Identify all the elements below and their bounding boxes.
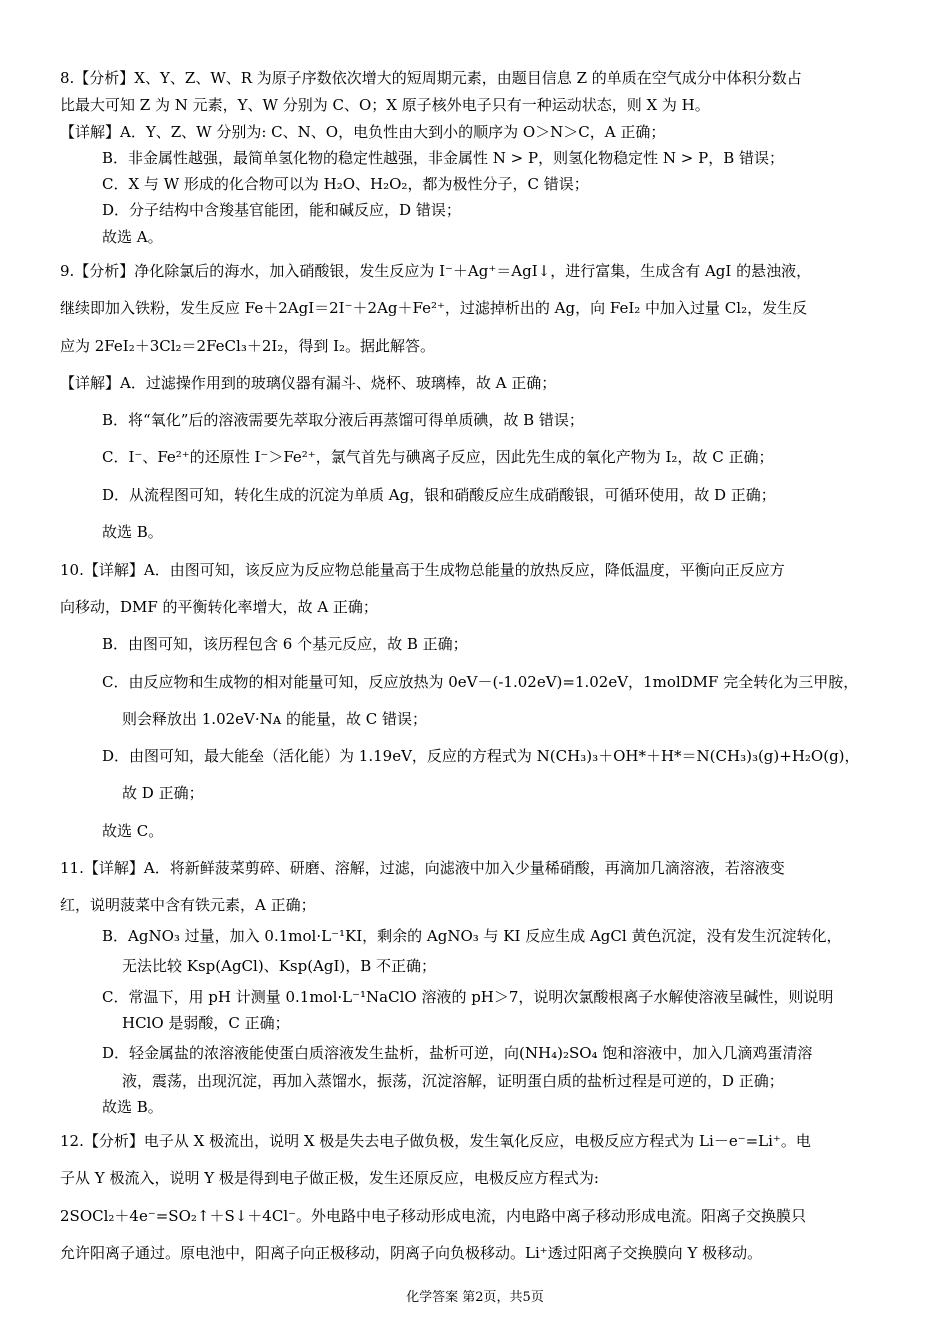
q10-detail-b: B．由图可知，该历程包含 6 个基元反应，故 B 正确； xyxy=(102,635,468,653)
q11-detail-b-line-1: B．AgNO₃ 过量，加入 0.1mol·L⁻¹KI，剩余的 AgNO₃ 与 KI 反应生成 AgCl 黄色沉淀，没有发生沉淀转化， xyxy=(102,927,842,945)
q9-detail-b: B．将“氧化”后的溶液需要先萃取分液后再蒸馏可得单质碘，故 B 错误； xyxy=(102,411,584,429)
q11-detail-d-line-1: D．轻金属盐的浓溶液能使蛋白质溶液发生盐析，盐析可逆，向(NH₄)₂SO₄ 饱和溶液中，加入几滴鸡蛋清溶 xyxy=(102,1044,813,1062)
q10-detail-a-line-1: 10.【详解】A．由图可知，该反应为反应物总能量高于生成物总能量的放热反应，降低温度，平衡向正反应方 xyxy=(60,561,785,579)
q11-detail-c-line-1: C．常温下，用 pH 计测量 0.1mol·L⁻¹NaClO 溶液的 pH＞7，说明次氯酸根离子水解使溶液呈碱性，则说明 xyxy=(102,988,834,1006)
q8-detail-d: D．分子结构中含羧基官能团，能和碱反应，D 错误； xyxy=(102,201,461,219)
q11-detail-a-line-2: 红，说明菠菜中含有铁元素，A 正确； xyxy=(60,896,316,914)
q10-detail-d-line-1: D．由图可知，最大能垒（活化能）为 1.19eV，反应的方程式为 N(CH₃)₃＋OH*＋H*＝N(CH₃)₃(g)+H₂O(g)， xyxy=(102,747,860,765)
q10-answer: 故选 C。 xyxy=(102,822,164,840)
q8-analysis-line-1: 8.【分析】X、Y、Z、W、R 为原子序数依次增大的短周期元素，由题目信息 Z 的单质在空气成分中体积分数占 xyxy=(60,69,802,87)
q9-detail-c: C．I⁻、Fe²⁺的还原性 I⁻＞Fe²⁺，氯气首先与碘离子反应，因此先生成的氧化产物为 I₂，故 C 正确； xyxy=(102,448,774,466)
q8-detail-b: B．非金属性越强，最简单氢化物的稳定性越强，非金属性 N > P，则氢化物稳定性 N > P，B 错误； xyxy=(102,149,784,167)
q11-detail-d-line-2: 液，震荡，出现沉淀，再加入蒸馏水，振荡，沉淀溶解，证明蛋白质的盐析过程是可逆的，D 正确； xyxy=(122,1072,784,1090)
q9-detail-a: 【详解】A．过滤操作用到的玻璃仪器有漏斗、烧杯、玻璃棒，故 A 正确； xyxy=(60,374,557,392)
q12-analysis-line-1: 12.【分析】电子从 X 极流出，说明 X 极是失去电子做负极，发生氧化反应，电极反应方程式为 Li－e⁻=Li⁺。电 xyxy=(60,1132,811,1150)
q10-detail-c-line-2: 则会释放出 1.02eV·Nᴀ 的能量，故 C 错误； xyxy=(122,710,428,728)
q10-detail-a-line-2: 向移动，DMF 的平衡转化率增大，故 A 正确； xyxy=(60,598,378,616)
q10-detail-c-line-1: C．由反应物和生成物的相对能量可知，反应放热为 0eV－(-1.02eV)=1.02eV，1molDMF 完全转化为三甲胺， xyxy=(102,673,859,691)
q11-detail-b-line-2: 无法比较 Ksp(AgCl)、Ksp(AgI)，B 不正确； xyxy=(122,957,437,975)
q12-analysis-line-2: 子从 Y 极流入，说明 Y 极是得到电子做正极，发生还原反应，电极反应方程式为: xyxy=(60,1169,599,1187)
q10-detail-d-line-2: 故 D 正确； xyxy=(122,784,204,802)
q8-analysis-line-2: 比最大可知 Z 为 N 元素，Y、W 分别为 C、O；X 原子核外电子只有一种运动状态，则 X 为 H。 xyxy=(60,96,710,114)
q11-detail-a-line-1: 11.【详解】A．将新鲜菠菜剪碎、研磨、溶解，过滤，向滤液中加入少量稀硝酸，再滴加几滴溶液，若溶液变 xyxy=(60,859,785,877)
q8-detail-c: C．X 与 W 形成的化合物可以为 H₂O、H₂O₂，都为极性分子，C 错误； xyxy=(102,175,589,193)
q9-analysis-line-1: 9.【分析】净化除氯后的海水，加入硝酸银，发生反应为 I⁻＋Ag⁺＝AgI↓，进行富集，生成含有 AgI 的悬浊液， xyxy=(60,262,812,280)
q11-detail-c-line-2: HClO 是弱酸，C 正确； xyxy=(122,1014,290,1032)
q9-detail-d: D．从流程图可知，转化生成的沉淀为单质 Ag，银和硝酸反应生成硝酸银，可循环使用，故 D 正确； xyxy=(102,486,776,504)
q8-answer: 故选 A。 xyxy=(102,228,163,246)
q9-analysis-line-3: 应为 2FeI₂＋3Cl₂＝2FeCl₃＋2I₂，得到 I₂。据此解答。 xyxy=(60,337,436,355)
page-footer: 化学答案 第2页，共5页 xyxy=(406,1290,544,1305)
q9-analysis-line-2: 继续即加入铁粉，发生反应 Fe＋2AgI＝2I⁻＋2Ag＋Fe²⁺，过滤掉析出的 Ag，向 FeI₂ 中加入过量 Cl₂，发生反 xyxy=(60,299,808,317)
q12-analysis-line-3: 2SOCl₂＋4e⁻=SO₂↑＋S↓＋4Cl⁻。外电路中电子移动形成电流，内电路中离子移动形成电流。阳离子交换膜只 xyxy=(60,1207,807,1225)
q12-analysis-line-4: 允许阳离子通过。原电池中，阳离子向正极移动，阴离子向负极移动。Li⁺透过阳离子交换膜向 Y 极移动。 xyxy=(60,1244,763,1262)
q11-answer: 故选 B。 xyxy=(102,1098,163,1116)
q8-detail-a: 【详解】A．Y、Z、W 分别为: C、N、O，电负性由大到小的顺序为 O＞N＞C，A 正确； xyxy=(60,123,666,141)
q9-answer: 故选 B。 xyxy=(102,523,163,541)
